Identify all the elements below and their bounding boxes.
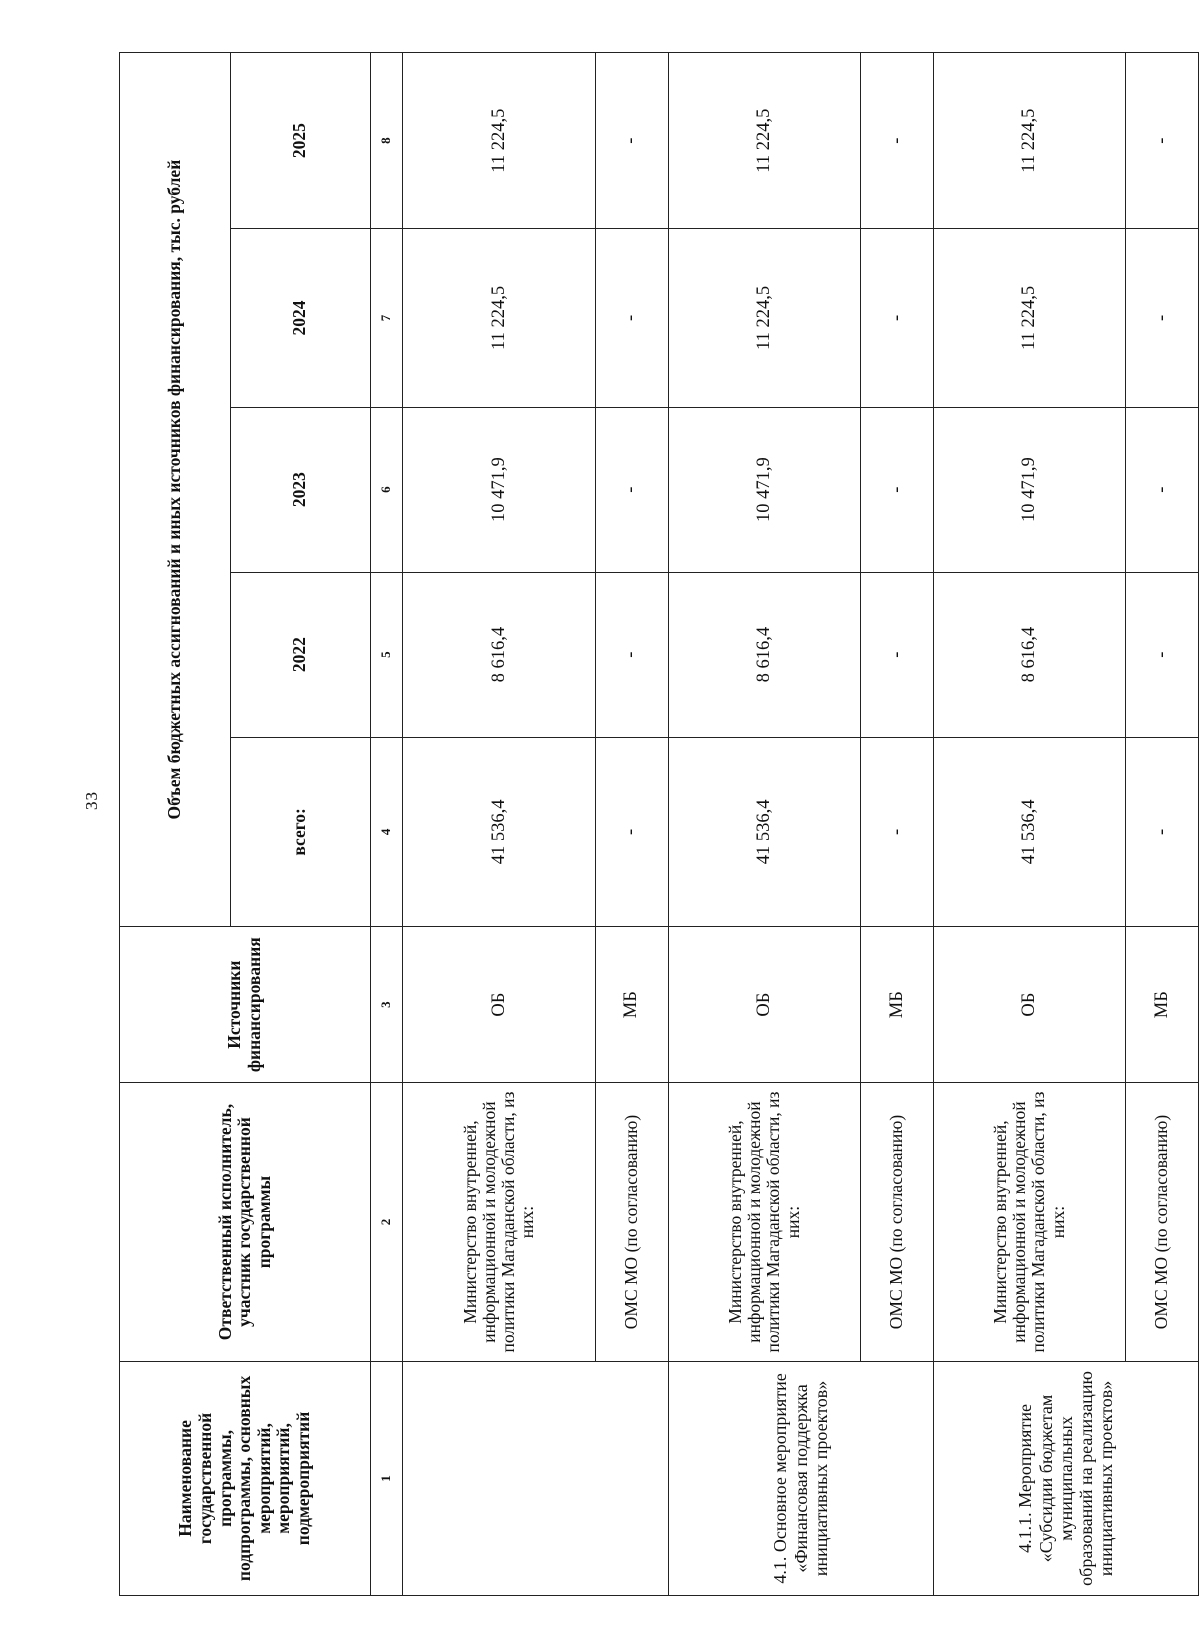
column-number: 8 [370,53,403,229]
year-2023-cell: 10 471,9 [668,407,860,572]
program-name-cell [403,1361,668,1595]
header-program-name: Наименование государственной программы, подпрограммы, основных мероприятий, мероприятий, подмероприятий [120,1361,371,1595]
program-name-cell: 4.1.1. Мероприятие «Субсидии бюджетам муниципальных образований на реализацию инициативных проектов» [933,1361,1198,1595]
total-cell: 41 536,4 [403,737,595,927]
total-cell: - [1126,737,1199,927]
year-2025-cell: - [595,53,668,229]
year-2025-cell: - [1126,53,1199,229]
year-2023-cell: - [860,407,933,572]
column-number-row [370,53,403,1596]
column-number: 4 [370,737,403,927]
header-funding-source: Источники финансирования [120,927,371,1083]
rotated-page-content [119,52,1199,1596]
source-cell: ОБ [403,927,595,1083]
responsible-cell: ОМС МО (по согласованию) [860,1083,933,1362]
total-cell: - [860,737,933,927]
year-2025-cell: - [860,53,933,229]
source-cell: ОБ [933,927,1125,1083]
responsible-cell: ОМС МО (по согласованию) [595,1083,668,1362]
total-cell: - [595,737,668,927]
year-2023-cell: 10 471,9 [403,407,595,572]
header-year-2022: 2022 [230,572,370,737]
header-responsible: Ответственный исполнитель, участник государственной программы [120,1083,371,1362]
total-cell: 41 536,4 [933,737,1125,927]
year-2025-cell: 11 224,5 [668,53,860,229]
total-cell: 41 536,4 [668,737,860,927]
year-2025-cell: 11 224,5 [933,53,1125,229]
source-cell: МБ [595,927,668,1083]
header-year-2024: 2024 [230,229,370,407]
year-2024-cell: - [860,229,933,407]
responsible-cell: Министерство внутренней, информационной и молодежной политики Магаданской области, из них: [403,1083,595,1362]
funding-table [119,52,1199,1596]
year-2024-cell: 11 224,5 [933,229,1125,407]
year-2023-cell: 10 471,9 [933,407,1125,572]
table-row [403,53,595,1596]
year-2022-cell: - [595,572,668,737]
year-2024-cell: - [595,229,668,407]
year-2022-cell: - [1126,572,1199,737]
column-number: 3 [370,927,403,1083]
column-number: 2 [370,1083,403,1362]
column-number: 7 [370,229,403,407]
year-2024-cell: 11 224,5 [668,229,860,407]
column-number: 5 [370,572,403,737]
year-2022-cell: 8 616,4 [933,572,1125,737]
header-year-2023: 2023 [230,407,370,572]
program-name-cell: 4.1. Основное мероприятие «Финансовая поддержка инициативных проектов» [668,1361,933,1595]
source-cell: МБ [860,927,933,1083]
year-2024-cell: 11 224,5 [403,229,595,407]
year-2023-cell: - [1126,407,1199,572]
year-2022-cell: - [860,572,933,737]
header-total: всего: [230,737,370,927]
table-row [668,53,860,1596]
header-year-2025: 2025 [230,53,370,229]
responsible-cell: ОМС МО (по согласованию) [1126,1083,1199,1362]
year-2022-cell: 8 616,4 [403,572,595,737]
year-2025-cell: 11 224,5 [403,53,595,229]
responsible-cell: Министерство внутренней, информационной и молодежной политики Магаданской области, из них: [668,1083,860,1362]
source-cell: МБ [1126,927,1199,1083]
responsible-cell: Министерство внутренней, информационной и молодежной политики Магаданской области, из них: [933,1083,1125,1362]
page-number: 33 [82,791,101,810]
header-funding-volume: Объем бюджетных ассигнований и иных источников финансирования, тыс. рублей [120,53,231,927]
year-2023-cell: - [595,407,668,572]
column-number: 6 [370,407,403,572]
year-2022-cell: 8 616,4 [668,572,860,737]
year-2024-cell: - [1126,229,1199,407]
table-row [933,53,1125,1596]
column-number: 1 [370,1361,403,1595]
source-cell: ОБ [668,927,860,1083]
